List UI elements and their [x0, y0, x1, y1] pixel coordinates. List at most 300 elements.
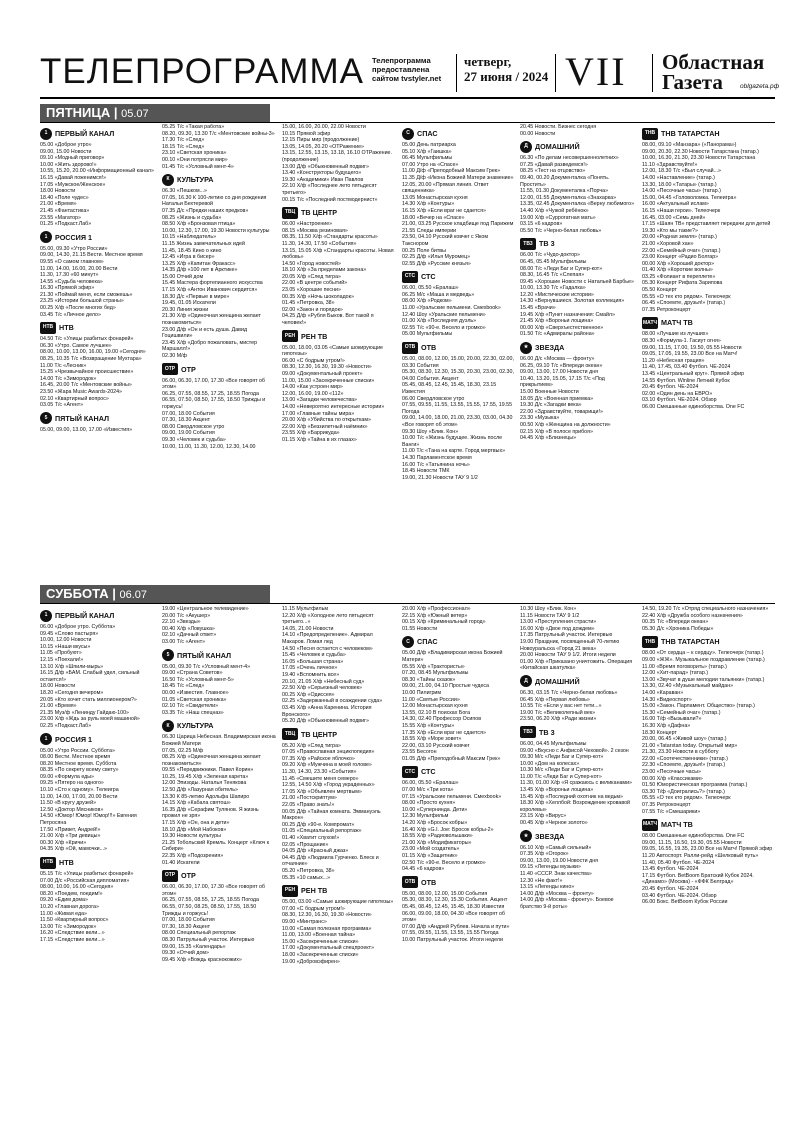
channel-name: ЗВЕЗДА — [535, 343, 565, 353]
channel-logo-icon: ТВ3 — [520, 238, 536, 250]
program-listing: 12.50 Д/ф «Лазурная обитель» — [162, 787, 238, 794]
channel-header — [402, 876, 514, 889]
program-listing: 18.55 Х/ф «Море зовет» — [402, 736, 462, 743]
program-listing: 19.00 Праздник, посвященный 70-летию Новоуральска «Город 21 века» — [520, 638, 620, 652]
program-listing: 05.30 Концерт Рифата Зарипова — [642, 280, 723, 287]
program-listing: 10.55, 15.20, 20.00 «Информационный канал» — [40, 168, 154, 175]
program-listing: 17.15 Х/ф «Он, она и дети» — [162, 820, 230, 827]
listing-column — [642, 124, 774, 579]
channel-name: ОТР — [181, 871, 196, 881]
program-listing: 23.55 «Магатор» — [40, 214, 81, 221]
listing-column — [282, 606, 396, 1086]
program-listing: 13.05 Монастырская кухня — [402, 194, 468, 201]
program-listing: 22.05 «Право знать!» — [282, 802, 335, 809]
program-listing: 05.00 «Утро России. Суббота» — [40, 747, 115, 754]
program-listing: 23.00 «Мой создатель» — [402, 846, 460, 853]
channel-header — [520, 237, 636, 250]
program-listing: 09.00 «Вкусно с Анфисой Чеховой». 2 сезон — [520, 747, 629, 754]
program-listing: 09.00, 11.15, 16.50, 19.30, 05.55 Новости — [642, 839, 742, 846]
program-listing: 20.45 Футбол. ЧЕ-2024 — [642, 384, 699, 391]
source-note: Телепрограмма предоставлена сайтом tvstyler.net — [372, 56, 442, 83]
program-listing: 12.15 Пиры мир (продолжение) — [282, 137, 360, 144]
program-listing: 16.40 Х/ф «G.I. Jое: Бросок кобры-2» — [402, 826, 494, 833]
program-listing: 05.00 Д/ф «Владимирская икона Божией Матери» — [402, 650, 503, 663]
program-listing: 11.55, 01.30 Документалка «Порча» — [520, 188, 609, 195]
channel-name: СПАС — [417, 637, 438, 647]
program-listing: 13.15, 12.55, 13.15, 13.18, 16.10 ОТРажение. (продолжение) — [282, 150, 392, 163]
channel-logo-icon: С — [402, 636, 414, 648]
masthead — [40, 49, 780, 96]
program-listing: 16.00 «Актуальный ислам» — [642, 201, 709, 208]
day-header-friday — [40, 104, 270, 122]
program-listing: 21.00 Х/ф «Модификаторы» — [402, 839, 472, 846]
program-listing: 09.30 Шоу «Блик. Кон» — [402, 428, 459, 435]
channel-logo-icon: ОТР — [162, 870, 178, 882]
program-listing: 22.40 Х/ф «Дружба особого назначения» — [642, 612, 743, 619]
program-listing: 17.15 «Шаян ТВ» представляет передачи для детей — [642, 221, 771, 228]
channel-logo-icon: ТНВ — [642, 128, 658, 140]
program-listing: 08.00 «От сердца – к сердцу». Телеочерк (татар.) — [642, 650, 764, 657]
channel-name: ПЯТЫЙ КАНАЛ — [177, 650, 232, 660]
channel-header — [402, 270, 514, 283]
program-listing: 23.00 Х/ф «Ждь за руль моей машиной» — [40, 716, 140, 723]
program-listing: 19.00, 21.30 Новости ТАУ 9 1/2 — [402, 474, 478, 481]
program-listing: 16.45, 20.00 Т/с «Ментовские войны» — [40, 382, 132, 389]
program-listing: 08.00 Свердловское утро — [162, 423, 225, 430]
issue-date — [464, 54, 548, 84]
program-listing: 21.45 Х/ф «Вороньи лощина» — [520, 318, 594, 325]
program-listing: 14.15 Х/ф «Кабала святош» — [162, 800, 231, 807]
channel-header — [402, 127, 514, 140]
program-listing: 14.40 Х/ф «Чужой ребёнок» — [520, 207, 589, 214]
program-listing: 09.30 «Человек и судьба» — [162, 436, 226, 443]
program-listing: 17.35 Х/ф «Если враг не сдается» — [402, 729, 486, 736]
channel-header — [40, 609, 156, 622]
program-listing: 11.00 «Уральские пельмени. Смехbook» — [402, 305, 501, 312]
program-listing: 10.00 «Жить здорово!» — [40, 161, 97, 168]
program-listing: 13.15, 15.05 Х/ф «Стандарты красоты. Новая любовь» — [282, 247, 394, 261]
program-listing: 13.00 Т/с «Зимородок» — [40, 923, 97, 930]
program-listing: 08.00 Т/с «Леди Баг и Супер-кот» — [520, 265, 603, 272]
program-listing: 11.15 Новости ТАУ 9 1/2 — [520, 612, 580, 619]
program-listing: 07.55, 09.55, 11.55, 13.55, 15.55 Погода — [402, 930, 499, 937]
program-listing: 06.30 «Пешком...» — [162, 188, 208, 195]
program-listing: 08.30, 16.45 Т/с «Слепая» — [520, 272, 585, 279]
program-listing: 07.00 Утро на «Спасе» — [402, 161, 459, 168]
program-listing: 23.25 «Истории большой страны» — [40, 298, 124, 305]
program-listing: 11.15 Мультфильм — [282, 606, 329, 612]
program-listing: 15.00, 16.00, 20.00, 22.00 Новости — [282, 124, 366, 130]
channel-name: ДОМАШНИЙ — [535, 142, 580, 152]
program-listing: 12.00, 16.00, 19.00 «112» — [282, 390, 344, 397]
program-listing: 21.00 «Tatarstan today. Открытый мир» — [642, 742, 738, 749]
program-listing: 09.45 «Хорошие Новости с Натальей Барбье» — [520, 278, 634, 285]
program-listing: 05.00 «Доброе утро» — [40, 142, 92, 148]
program-listing: 07.00 Д/с «Российская дипломатия» — [40, 877, 130, 884]
program-listing: 11.00 «Живая еда» — [40, 910, 87, 917]
program-listing: 14.00 Д/ф «Москва – фронту» — [520, 890, 594, 897]
program-listing: 12.20 «Мистические истории» — [520, 291, 594, 298]
program-listing: 06.45 Мультфильмы — [402, 155, 453, 162]
program-listing: 21.35 Муз/ф «Ленинду Гайдаю-100» — [40, 709, 129, 716]
program-listing: 12.15 «Поехали!» — [40, 656, 84, 663]
program-listing: 14.30 Парламентское время — [402, 454, 472, 461]
program-listing: 08.20 Местное время. Суббота — [40, 760, 117, 767]
program-listing: 01.40 «Хватит слухов!» — [282, 835, 340, 841]
program-listing: 00.00 Х/ф «Классиками» — [642, 775, 703, 782]
channel-header — [40, 127, 156, 140]
program-listing: 14.50 «Город новостей» — [282, 260, 341, 267]
program-listing: 13.30, 02.40 «Музыкальный майдан» — [642, 683, 734, 690]
program-listing: 22.10 «Звезды» — [162, 619, 201, 626]
program-listing: 00.40 Х/ф «Ловушка» — [162, 625, 215, 632]
program-listing: 02.25 «Подкаст.Лаб» — [40, 722, 92, 729]
channel-header — [40, 856, 156, 869]
program-listing: 03.45 Т/с «Личное дело» — [40, 311, 101, 318]
program-listing: 01.55 Новости — [402, 625, 438, 632]
program-listing: 09.15 «Легенды музыки» — [520, 864, 581, 871]
channel-logo-icon: 1 — [40, 128, 52, 140]
program-listing: 13.25 Х/ф «Капитан Фракасс» — [162, 260, 236, 267]
channel-header — [402, 635, 514, 648]
channel-header — [162, 719, 276, 732]
program-listing: 05.30 Д/с «Хроника Победы» — [642, 625, 714, 632]
program-listing: 11.00 «Время поговорить» (татар.) — [642, 663, 727, 670]
program-listing: 05.45, 08.45, 12.45, 15.45, 18.30 Известия — [402, 903, 505, 910]
program-listing: 06.25 М/с «Маша и медведь» — [402, 291, 475, 298]
program-listing: 21.00 Х/ф «Три девицы» — [40, 833, 101, 840]
program-listing: 09.00, 19.00 События — [162, 430, 215, 437]
program-listing: 21.30 «Поймай меня, если сможешь» — [40, 291, 133, 298]
program-listing: 01.40 Х/ф «Короткие волны» — [642, 267, 713, 274]
program-listing: 18.00 «Вечер на «Спасе» — [402, 214, 465, 221]
channel-header — [282, 206, 396, 219]
program-listing: 18.45 Т/с «След» — [162, 683, 205, 690]
day-header-saturday — [40, 585, 270, 603]
program-listing: 03.25 «Фолиант в переплете» — [642, 273, 716, 280]
program-listing: 09.25 «Пятеро на одного» — [40, 780, 104, 787]
program-listing: 05.30, 08.30, 12.30, 15.30, 20.30, 23.00, 02.30, 04.00 События. Акцент — [402, 369, 514, 382]
program-listing: 06.25, 07.55, 08.55, 17.25, 18.55 Погода — [162, 897, 259, 904]
program-listing: 02.50 Т/с «90-е. Весело и громко» — [402, 859, 486, 866]
program-listing: 04.05 Д/ф «Красный джаз» — [282, 848, 349, 855]
program-listing: 05.20 Д/ф «Обыкновенный подвиг» — [282, 718, 369, 725]
program-listing: 08.30, 12.30, 16.30, 19.30 «Новости» — [282, 912, 372, 919]
program-listing: 18.30 Д/с «Первые в мире» — [162, 293, 230, 300]
program-listing: 01.15 Х/ф «Тайна в их глазах» — [282, 436, 357, 443]
program-listing: 13.05, 14.05, 20.20 «ОТРажение» — [282, 143, 364, 150]
program-listing: 07.55, 09.55, 11.55, 13.55, 15.55, 17.55, 19.55 Погода — [402, 402, 513, 415]
program-listing: 02.00 «Закон и порядок» — [282, 306, 343, 313]
program-listing: 19.40 «Вспомнить все» — [282, 671, 340, 678]
program-listing: 08.00, 09.10 «Манзара» («Панорама») — [642, 142, 737, 148]
channel-logo-icon: С — [402, 128, 414, 140]
program-listing: 11.00 Т/с «Леди Баг и Супер-кот» — [520, 773, 602, 780]
program-listing: 12.40 Шоу «Уральские пельмени» — [402, 311, 486, 318]
program-listing: 15.00 Военные Новости — [520, 389, 579, 395]
program-listing: 14.35 Д/ф «100 лет в Арктике» — [162, 267, 238, 274]
program-listing: 03.10 Футбол. ЧЕ-2024. Обзор — [642, 397, 717, 404]
program-listing: 09.00, 15.35 «Календарь» — [162, 943, 226, 950]
program-listing: 22.15 Х/ф «Южный ветер» — [402, 612, 468, 619]
channel-name: НТВ — [59, 858, 74, 867]
program-listing: 05.50 Концерт — [642, 287, 677, 294]
program-listing: 15.00, 04.45 «Головоломка. Телеигра» — [642, 194, 737, 201]
listing-column — [402, 606, 514, 1086]
channel-header — [520, 830, 636, 843]
program-listing: 06.30, 03.15 Т/с «Черно-белая любовь» — [520, 689, 618, 696]
program-listing: 21.00 «Время» — [40, 201, 77, 208]
program-listing: 04.45 Х/ф «Близнецы» — [520, 435, 577, 442]
program-listing: 18.00 «Засекреченные списки» — [282, 951, 359, 958]
program-listing: 07.25 «Давай разведемся!» — [520, 161, 588, 168]
program-listing: 07.35 Ретроконцерт — [642, 306, 691, 313]
program-listing: 16.50 Т/с «Условный мент-5» — [162, 676, 234, 683]
program-listing: 15.45 Х/ф «Последний охотник на ведьм» — [520, 793, 624, 800]
channel-header — [162, 649, 276, 662]
program-listing: 06.45 Х/ф «Первая любовь» — [520, 696, 590, 703]
program-listing: 10.15 Прямой эфир — [282, 130, 331, 137]
program-listing: 11.00 Д/ф «Преподобный Максим Грек» — [402, 168, 501, 175]
program-listing: 12.45 «Игра в бисер» — [162, 254, 215, 261]
channel-name: ТВ 3 — [539, 239, 555, 249]
program-listing: 14.55 Футбол. Winline Летний Кубок — [642, 377, 730, 384]
program-listing: 05.20 «Петровка, 38» — [282, 867, 335, 874]
program-listing: 16.05 «Большая страна» — [282, 658, 344, 665]
listing-column — [282, 124, 396, 579]
program-listing: 11.05 «Пробуют» — [40, 650, 82, 657]
program-listing: 16.15 Х/ф «Если враг не сдается» — [402, 207, 486, 214]
program-listing: 23.05 «Хорошие песни» — [282, 287, 341, 294]
channel-name: ДОМАШНИЙ — [535, 676, 580, 686]
program-listing: 09.20 «Едим дома» — [40, 897, 88, 904]
channel-name: ПЕРВЫЙ КАНАЛ — [55, 611, 115, 620]
program-listing: 02.55 Т/с «90-е. Весело и громко» — [402, 324, 486, 331]
program-listing: 03.15 «6 кадров» — [520, 221, 563, 228]
program-listing: 00.25 Д/ф «90-е. Компромат» — [282, 821, 355, 828]
program-listing: 19.00 «Добровэфирен» — [282, 958, 340, 965]
program-listing: 00.45 Х/ф «Черное золото» — [520, 820, 588, 827]
channel-logo-icon: ТВЦ — [282, 207, 298, 219]
program-listing: 23.55 Бесогон — [402, 749, 437, 756]
program-listing: 05.00, 18.00, 03.05 «Самые шокирующие гипотезы» — [282, 344, 384, 358]
program-listing: 08.20 «Поедем, поедим!» — [40, 890, 103, 897]
program-listing: 23.00 «Песочные часы» — [642, 769, 701, 776]
channel-header — [642, 316, 774, 329]
program-listing: 11.30, 14.30, 17.50 «События» — [282, 240, 357, 247]
channel-logo-icon: Д — [520, 141, 532, 153]
channel-name: РЕН ТВ — [301, 331, 328, 341]
channel-name: ТВ ЦЕНТР — [301, 729, 337, 739]
issue-day: 27 июня / 2024 — [464, 69, 549, 84]
program-listing: 00.25 Х/ф «Одиссея» — [282, 691, 335, 698]
channel-logo-icon: Д — [520, 675, 532, 687]
program-listing: 14.00 Д/ф «Москва - фронту». Боевое братство 9-й роты» — [520, 897, 614, 910]
program-listing: 09.20 Х/ф «Мужчина в моей голове» — [282, 762, 372, 769]
channel-header — [282, 728, 396, 741]
day-rule — [40, 603, 775, 604]
program-listing: 01.25 «Подкаст.Лаб» — [40, 221, 92, 228]
program-listing: 12.50 «Доктор Мясников» — [40, 806, 104, 813]
channel-logo-icon: ТВЦ — [282, 728, 298, 740]
program-listing: 08.30 «Формула-1. Гасиут огня» — [642, 338, 721, 345]
newspaper-site: oblgazeta.рф — [740, 83, 780, 90]
program-listing: 19.00 «Центральное телевидение» — [162, 606, 249, 612]
issue-weekday: четверг, — [464, 54, 512, 69]
program-listing: 00.00 Х/ф «Хороший доктор» — [642, 260, 715, 267]
program-listing: 20.00 Х/ф «Убийства по открыткам» — [282, 417, 371, 424]
program-listing: 02.25 «Задержанный в осаждении суда» — [282, 698, 383, 705]
program-listing: 02.55 Д/ф «Русские князья» — [402, 260, 471, 267]
program-listing: 13.45 Футбол. ЧЕ-2024 — [642, 866, 699, 873]
program-listing: 22.30 «Споемте, друзья!» (татар.) — [642, 762, 726, 769]
program-listing: 11.15 Жизнь замечательных идей — [162, 240, 245, 247]
program-listing: 21.30 Х/ф «Одиночная женщина желает познакомиться» — [162, 313, 261, 327]
channel-header — [402, 341, 514, 354]
program-listing: 01.15 Х/ф «Защитник» — [402, 853, 458, 859]
program-listing: 10.00, 12.30, 17.00, 19.30 Новости культуры — [162, 227, 270, 234]
channel-name: КУЛЬТУРА — [177, 175, 214, 185]
program-listing: 18.10 Д/ф «Мой Набоков» — [162, 826, 227, 833]
program-listing: 08.25 Х/ф «Одиночная женщина желает познакомиться» — [162, 754, 261, 767]
program-listing: 09.05, 17.05, 19.55, 23.00 Все на Матч! — [642, 351, 738, 358]
program-listing: 08.30, 12.30, 16.30, 19.30 «Новости» — [282, 364, 372, 371]
program-listing: 00.05 Д/ф «Тайная комната. Эммануэль Макрон» — [282, 808, 381, 822]
program-listing: 17.50 «Привет, Андрей!» — [40, 826, 101, 833]
program-listing: 08.00, 10.00, 13.00, 16.00, 19.00 «Сегодня» — [40, 349, 146, 356]
channel-header — [40, 412, 156, 425]
program-listing: 16.20 «Следствие вели...» — [40, 930, 105, 937]
program-listing: 05.00, 09.00, 13.00, 17.00 «Известия» — [40, 426, 133, 433]
program-listing: 13.15 «Легенды кино» — [520, 884, 575, 891]
program-listing: 12.20 Х/ф «Холодное лето пятьдесят третьего...» — [282, 612, 374, 626]
program-listing: 06.30 Царица Небесная. Владимирская икона Божией Матери — [162, 734, 276, 747]
program-listing: 19.00 Т/с «Великолепный век» — [520, 709, 596, 716]
program-listing: 00.15 Х/ф «Криминальный город» — [402, 619, 486, 626]
channel-logo-icon: НТВ — [40, 322, 56, 334]
channel-header — [40, 321, 156, 334]
program-listing: 23.50 «Жара Music Awards-2024» — [40, 389, 123, 395]
program-listing: 20.45 Новости. Бизнес сегодня — [520, 124, 597, 130]
channel-logo-icon: 5 — [162, 649, 174, 661]
program-listing: 05.15 Т/с «Улицы разбитых фонарей» — [40, 871, 134, 877]
program-listing: 03.05 Т/с «Агент» — [40, 402, 84, 409]
program-listing: 09.00 «Документальный проект» — [282, 371, 363, 377]
program-listing: 07.05, 02.25 М/ф — [162, 747, 204, 754]
listing-column — [162, 124, 276, 579]
program-listing: 08.35, 11.50 Х/ф «Стандарты красоты» — [282, 234, 378, 241]
program-listing: 14.00 Т/с «Зимородок» — [40, 375, 97, 382]
channel-logo-icon: 5 — [40, 412, 52, 424]
listing-column — [520, 124, 636, 579]
program-listing: 12.05, 20.00 «Прямая линия. Ответ священника» — [402, 181, 489, 195]
channel-name: КУЛЬТУРА — [177, 721, 214, 731]
program-listing: 00.35 Т/с «Впереди океан» — [642, 619, 709, 626]
channel-header — [642, 818, 774, 831]
day-name: ПЯТНИЦА — [46, 105, 111, 120]
channel-logo-icon: НТВ — [40, 857, 56, 869]
program-listing: 16.15 Д/ф «БАМ. Слабый удел, сильный остается!» — [40, 670, 140, 683]
program-listing: 08.35 «По секрету всему свету» — [40, 767, 119, 774]
program-listing: 14.00 «Как устроен мир» — [282, 384, 343, 391]
program-listing: 09.30 «Отчий дом» — [162, 950, 209, 957]
program-listing: 17.05 «Очень личное» — [282, 665, 338, 672]
program-listing: 07.00 Д/ф «Андрей Рублев. Начала и пути» — [402, 923, 510, 930]
program-listing: 19.45, 01.05 Искатели — [162, 300, 216, 307]
newspaper-name-1: Областная — [662, 50, 765, 74]
program-listing: 11.30, 01.00 Х/ф «Я сражаюсь с великанами» — [520, 780, 632, 787]
program-listing: 15.45 «Врачи» — [520, 305, 556, 312]
program-listing: 11.10 «Здравствуйте!» — [642, 161, 698, 168]
day-separator: | — [113, 105, 122, 120]
program-listing: 00.00 Х/ф «Сверхъестественное» — [520, 324, 604, 331]
listing-column — [162, 606, 276, 1086]
program-listing: 11.20 «Небесная грация» — [642, 357, 705, 364]
program-listing: 08.50 Х/ф «Бронзовая птица» — [162, 221, 236, 228]
program-listing: 15.55 Х/ф «Контуры» — [402, 722, 455, 729]
program-listing: 05.50 Т/с «Черно-белая любовь» — [520, 227, 602, 234]
program-listing: 11.40, 17.45, 03.40 Футбол. ЧЕ-2024 — [642, 364, 731, 371]
channel-header — [40, 733, 156, 746]
program-listing: 02.00 «Один день на ЕВРО» — [642, 390, 713, 397]
program-listing: 07.00, 18.00 События — [162, 410, 215, 417]
program-listing: 00.25 Поле битвы — [402, 247, 446, 254]
channel-name: МАТЧ ТВ — [661, 820, 693, 830]
program-listing: 08.00 «Просто кухня» — [402, 800, 456, 807]
program-listing: 06.25, 09.10 Т/с «Впереди океан» — [520, 362, 603, 369]
program-listing: 10.00 Пилигрим — [402, 689, 442, 696]
program-listing: 03.00 Т/с «Агент» — [162, 638, 206, 645]
program-listing: 07.00, 18.00 События — [162, 917, 215, 924]
program-listing: 21.00 «Постскриптум» — [282, 795, 337, 802]
program-listing: 05.55 «О тех кто рядом». Телеочерк — [642, 293, 731, 300]
program-listing: 11.35 Д/ф «Икона Божией Матери знамение» — [402, 174, 514, 181]
program-listing: 22.00 «Соотечественники» (татар.) — [642, 755, 728, 762]
program-listing: 15.30 «Семейный очаг» (татар.) — [642, 709, 721, 716]
channel-header — [520, 726, 636, 739]
program-listing: 05.20 Х/ф «След тигра» — [282, 742, 341, 749]
program-listing: 20.00 «Родная земля» (татар.) — [642, 234, 717, 241]
program-listing: 07.05 «Православная энциклопедия» — [282, 749, 375, 756]
program-listing: 01.05 Д/ф «Преподобный Максим Грек» — [402, 755, 501, 762]
channel-name: РОССИЯ 1 — [55, 232, 92, 242]
program-listing: 03.40 Футбол. ЧЕ-2024. Обзор — [642, 892, 717, 899]
channel-name: НТВ — [59, 323, 74, 333]
program-listing: 16.35 Д/ф «Серафим Тулянов. Я жизнь прожил не зря» — [162, 806, 259, 820]
program-listing: 18.40 «Поле чудес» — [40, 194, 89, 201]
program-listing: 06.00, 06.30, 17.00, 17.30 «Все говорят об этом» — [162, 884, 265, 897]
program-listing: 06.00, 05.50 «Ералаш» — [402, 780, 459, 787]
channel-header — [520, 341, 636, 354]
program-listing: 09.45 «Слово пастыря» — [40, 630, 99, 637]
program-listing: 13.00 Д/ф «Обыкновенный подвиг» — [282, 163, 369, 170]
program-listing: 04.45 Д/ф «Людмила Гурченко. Блеск и отчаяние» — [282, 854, 379, 868]
program-listing: 15.00 «Засекреченные списки» — [282, 938, 359, 945]
program-listing: 21.00 «Время» — [40, 703, 77, 710]
program-listing: 08.25 «Жизнь и судьба» — [162, 214, 222, 221]
program-listing: 11.00, 14.00, 17.00, 20.00 Вести — [40, 793, 118, 800]
program-listing: 20.00, 06.45 «Живой шоу» (татар.) — [642, 736, 727, 743]
program-listing: 21.55 Следы империи — [402, 227, 457, 234]
program-listing: 15.00 «Закон. Парламент. Общество» (татар.) — [642, 703, 755, 710]
program-listing: 20.00 Т/с «Акушер» — [162, 612, 211, 619]
channel-name: ПЯТЫЙ КАНАЛ — [55, 413, 110, 423]
channel-name: СТС — [421, 272, 436, 282]
program-listing: 11.00, 14.00, 16.00, 20.00 Вести — [40, 265, 118, 272]
program-listing: 12.00, 01.55 Документалка «Знахарка» — [520, 194, 617, 201]
program-listing: 10.00, 13.30 Т/с «Гадалка» — [520, 285, 586, 292]
program-listing: 13.00 «Преступления страсти» — [520, 619, 597, 626]
